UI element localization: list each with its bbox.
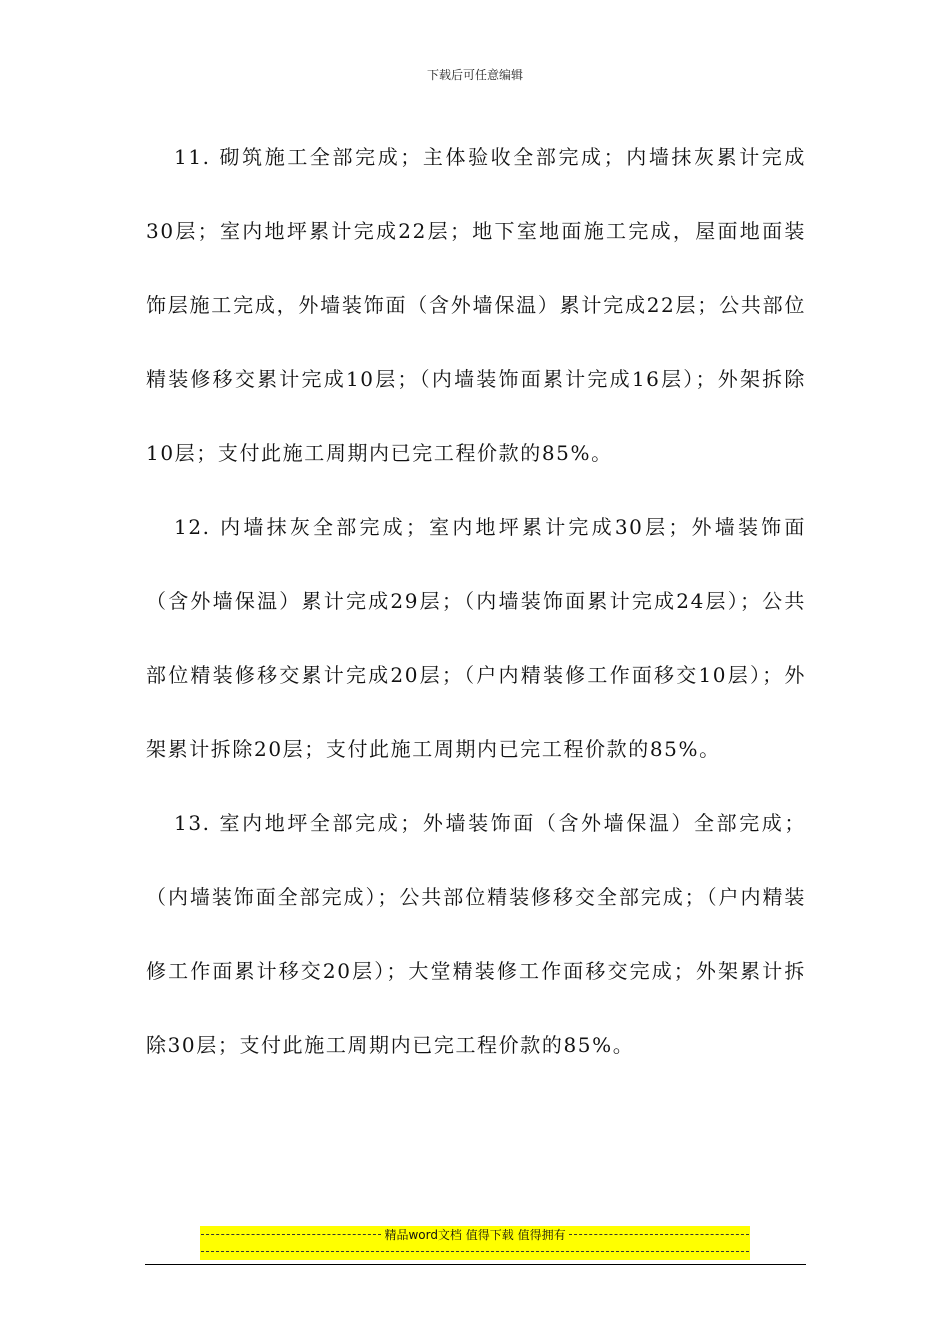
- page-header: 下载后可任意编辑: [426, 68, 523, 82]
- dash-rule-right: [569, 1234, 749, 1235]
- dash-rule-left: [201, 1234, 381, 1235]
- paragraph-12: 12. 内墙抹灰全部完成；室内地坪累计完成30层；外墙装饰面（含外墙保温）累计完成29层；（内墙装饰面累计完成24层）；公共部位精装修移交累计完成20层；（户内精装修工作面移交10层）；外架累计拆除20层；支付此施工周期内已完工程价款的85%。: [146, 515, 806, 761]
- banner-line-top: [200, 1226, 750, 1243]
- footer-rule: [145, 1264, 806, 1265]
- footer-banner: [200, 1226, 750, 1260]
- dash-rule-full: [201, 1251, 749, 1252]
- banner-text: 精品word文档 值得下载 值得拥有: [384, 1227, 566, 1242]
- document-body: [146, 120, 806, 1082]
- paragraph-11: 11. 砌筑施工全部完成；主体验收全部完成；内墙抹灰累计完成30层；室内地坪累计完成22层；地下室地面施工完成，屋面地面装饰层施工完成，外墙装饰面（含外墙保温）累计完成22层；公共部位精装修移交累计完成10层；（内墙装饰面累计完成16层）；外架拆除10层；支付此施工周期内已完工程价款的85%。: [146, 145, 806, 465]
- paragraph-13: 13. 室内地坪全部完成；外墙装饰面（含外墙保温）全部完成；（内墙装饰面全部完成）；公共部位精装修移交全部完成；（户内精装修工作面累计移交20层）；大堂精装修工作面移交完成；外架累计拆除30层；支付此施工周期内已完工程价款的85%。: [146, 811, 806, 1057]
- banner-line-bottom: [200, 1243, 750, 1260]
